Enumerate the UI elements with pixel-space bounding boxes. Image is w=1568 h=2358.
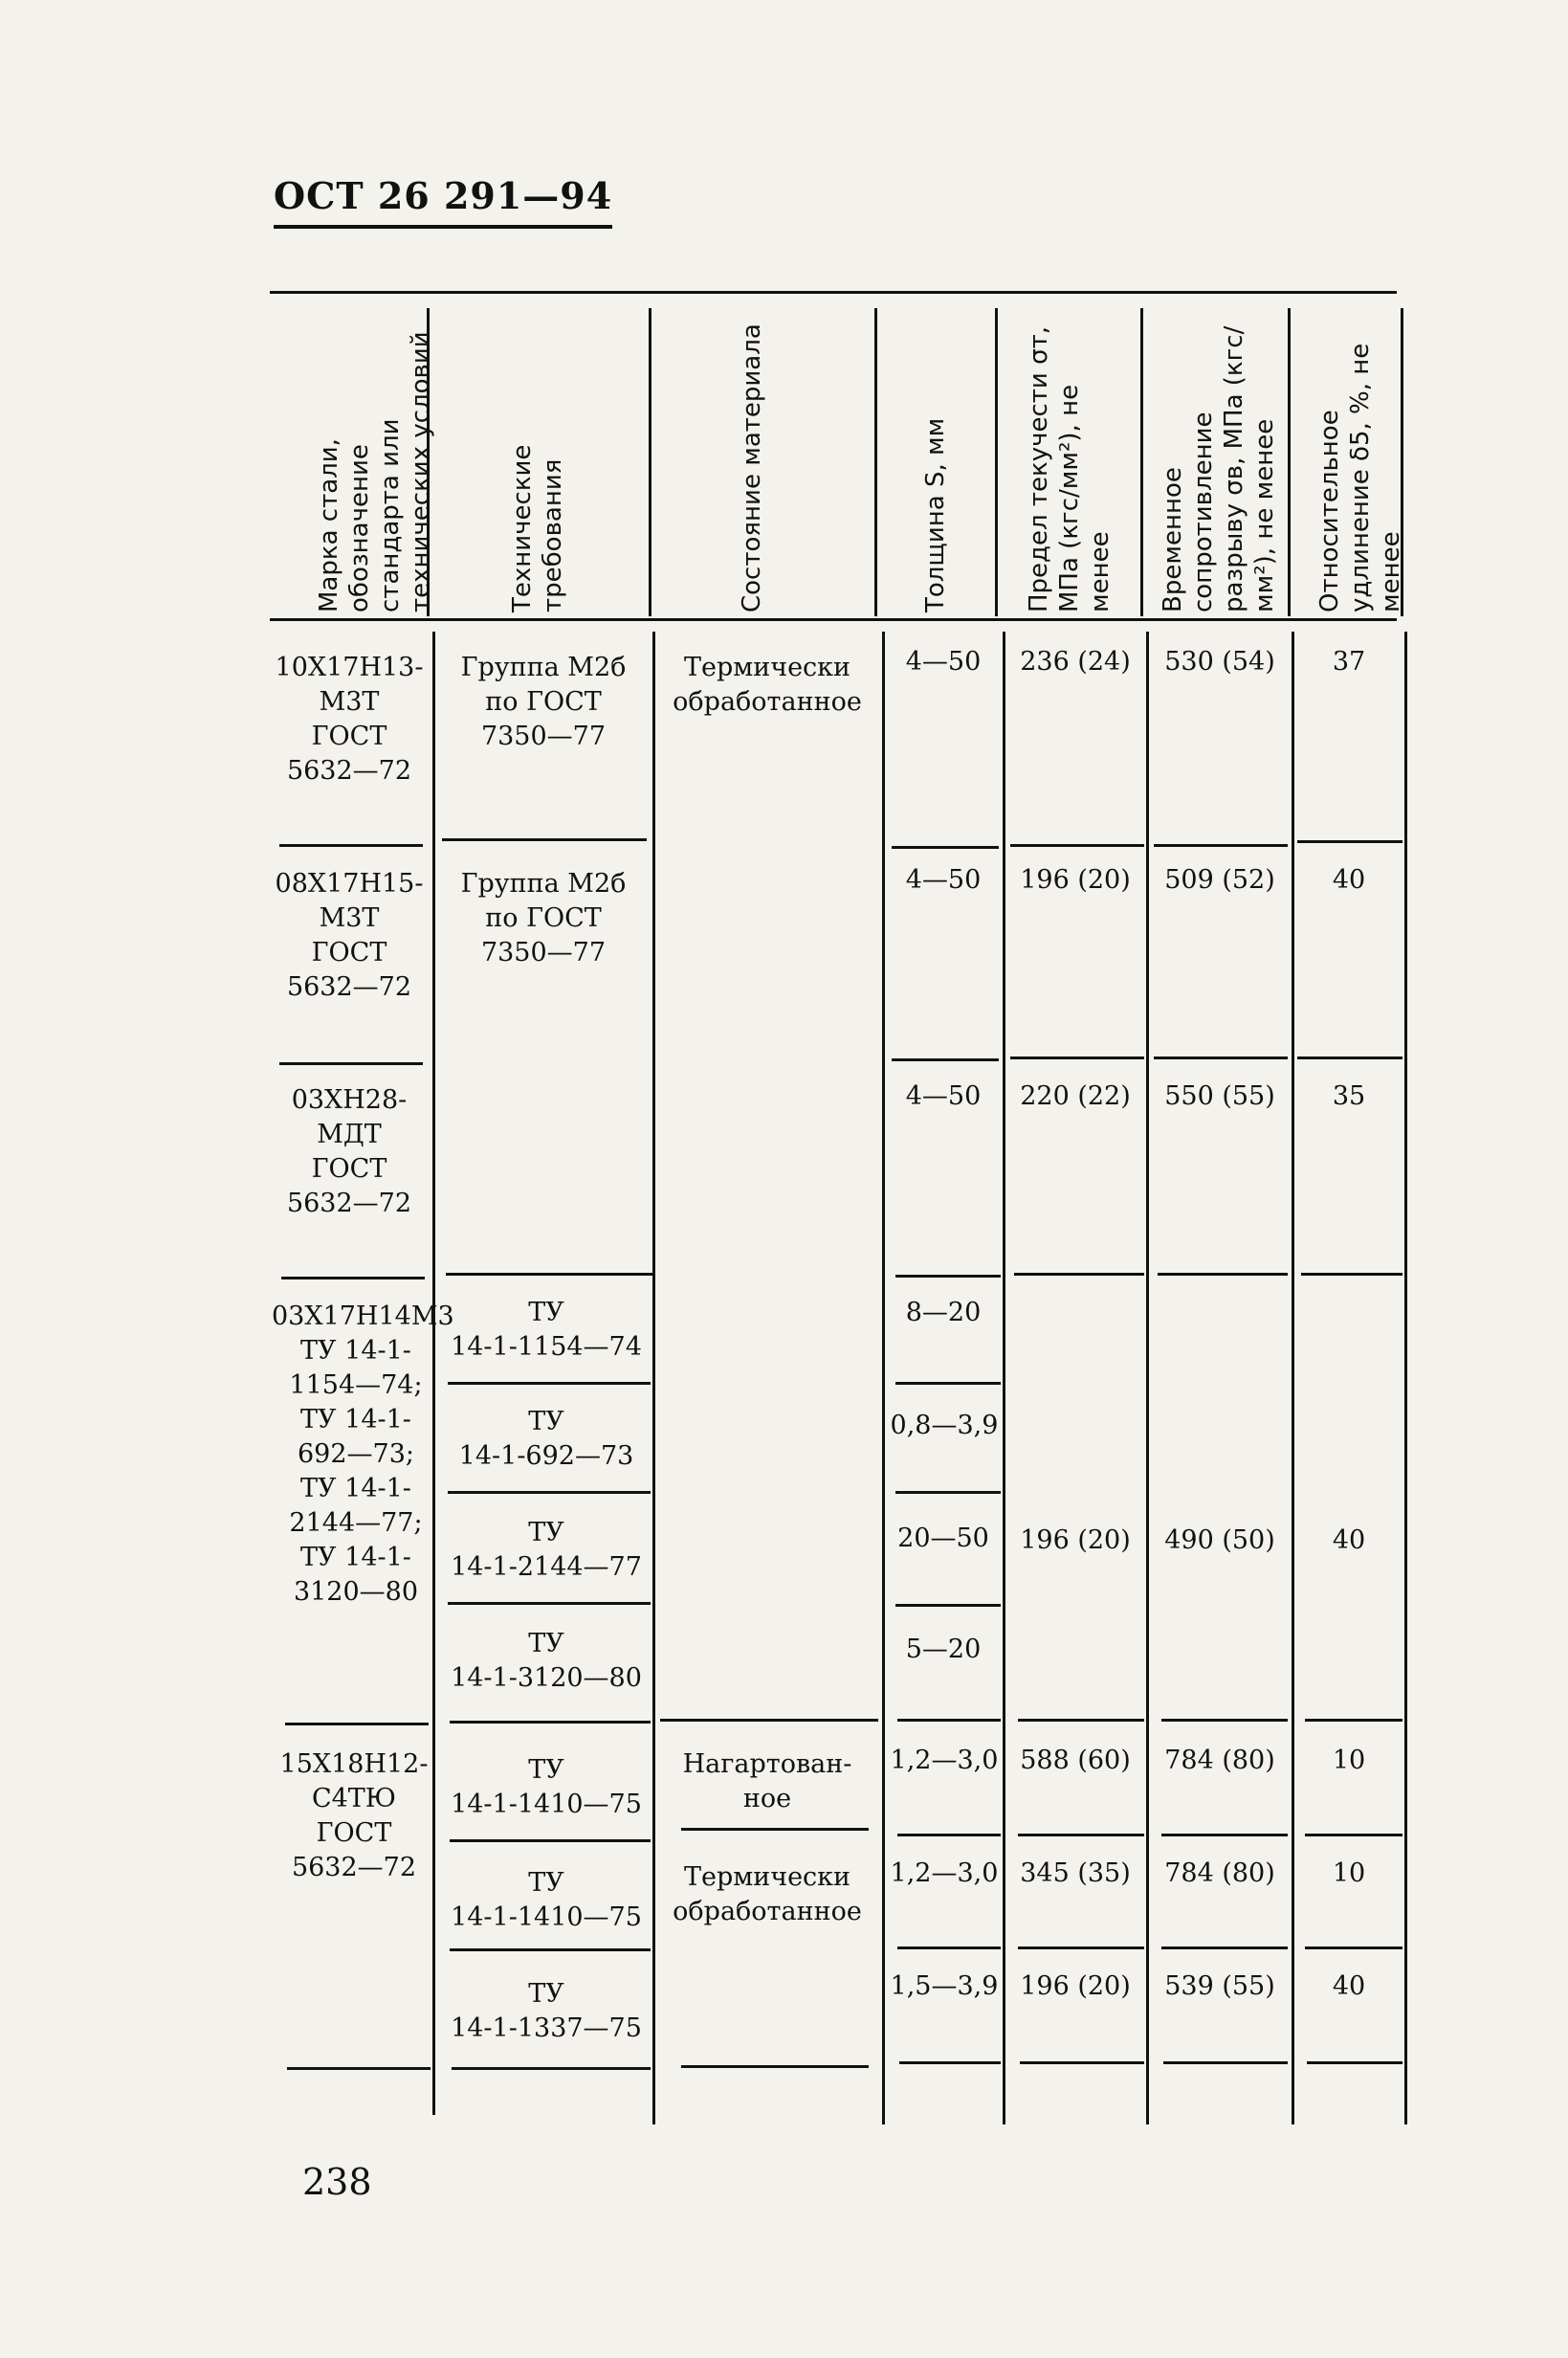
thickness-cell: 8—20 <box>905 1298 982 1327</box>
column-header-thickness: Толщина S, мм <box>921 417 950 612</box>
row-rule <box>1161 1719 1288 1722</box>
steel-grade-cell: 15Х18Н12- С4ТЮ ГОСТ 5632—72 <box>279 1749 429 1882</box>
elongation-cell: 35 <box>1332 1081 1366 1111</box>
tech-requirements-cell: ТУ 14-1-3120—80 <box>451 1629 642 1693</box>
row-rule <box>1014 1273 1144 1276</box>
steel-grade-cell: 03ХН28- МДТ ГОСТ 5632—72 <box>286 1085 412 1218</box>
steel-grade-cell: 10Х17Н13- М3Т ГОСТ 5632—72 <box>275 653 424 786</box>
material-state-cell: Термически обработанное <box>673 653 862 717</box>
row-rule <box>450 1721 651 1724</box>
row-rule <box>1154 844 1288 847</box>
tech-requirements-cell: ТУ 14-1-1154—74 <box>451 1298 642 1362</box>
thickness-cell: 1,2—3,0 <box>890 1858 999 1888</box>
thickness-cell: 4—50 <box>905 647 982 677</box>
row-rule <box>1018 1719 1144 1722</box>
body-divider <box>1404 632 1407 2124</box>
column-header-mark: Марка стали, обозначение стандарта или технических условий <box>315 331 435 612</box>
body-divider <box>1292 632 1294 2124</box>
tech-requirements-cell: ТУ 14-1-1337—75 <box>451 1979 642 2043</box>
body-divider <box>1146 632 1149 2124</box>
row-rule <box>660 1719 878 1722</box>
row-rule <box>1010 1057 1144 1059</box>
tensile-strength-cell: 550 (55) <box>1164 1081 1275 1111</box>
tech-requirements-cell: Группа М2б по ГОСТ 7350—77 <box>460 869 627 968</box>
row-rule <box>897 1719 1001 1722</box>
thickness-cell: 4—50 <box>905 1081 982 1111</box>
row-rule <box>450 1948 651 1951</box>
row-rule <box>1305 1834 1402 1836</box>
tech-requirements-cell: Группа М2б по ГОСТ 7350—77 <box>460 653 627 751</box>
row-rule <box>1297 1057 1402 1059</box>
table-bottom-rule <box>452 2067 651 2070</box>
thickness-cell: 5—20 <box>905 1635 982 1664</box>
row-rule <box>1018 1834 1144 1836</box>
yield-strength-cell: 196 (20) <box>1020 1525 1131 1555</box>
document-header: ОСТ 26 291—94 <box>274 174 612 229</box>
row-rule <box>448 1602 651 1605</box>
thickness-cell: 4—50 <box>905 865 982 895</box>
table-bottom-rule <box>681 2065 869 2068</box>
tensile-strength-cell: 509 (52) <box>1164 865 1275 895</box>
row-rule <box>279 844 423 847</box>
elongation-cell: 10 <box>1332 1746 1366 1775</box>
tensile-strength-cell: 784 (80) <box>1164 1858 1275 1888</box>
tensile-strength-cell: 539 (55) <box>1164 1971 1275 2001</box>
header-divider <box>995 308 998 616</box>
elongation-cell: 40 <box>1332 1525 1366 1555</box>
yield-strength-cell: 196 (20) <box>1020 865 1131 895</box>
row-rule <box>442 838 647 841</box>
header-divider <box>1288 308 1291 616</box>
tensile-strength-cell: 490 (50) <box>1164 1525 1275 1555</box>
row-rule <box>895 1491 1001 1494</box>
header-divider <box>1140 308 1143 616</box>
row-rule <box>895 1275 1001 1278</box>
tech-requirements-cell: ТУ 14-1-1410—75 <box>451 1755 642 1819</box>
tensile-strength-cell: 530 (54) <box>1164 647 1275 677</box>
row-rule <box>279 1062 423 1065</box>
column-header-strength: Временное сопротивление разрыву σв, МПа (кгс/мм²), не менее <box>1159 325 1279 612</box>
column-header-yield: Предел текучести σт, МПа (кгс/мм²), не менее <box>1025 326 1115 612</box>
yield-strength-cell: 196 (20) <box>1020 1971 1131 2001</box>
tech-requirements-cell: ТУ 14-1-692—73 <box>458 1407 634 1471</box>
yield-strength-cell: 345 (35) <box>1020 1858 1131 1888</box>
page-number: 238 <box>302 2161 372 2203</box>
row-rule <box>448 1491 651 1494</box>
row-rule <box>1301 1273 1402 1276</box>
thickness-cell: 1,5—3,9 <box>890 1971 999 2001</box>
steel-grade-cell: 03Х17Н14М3 ТУ 14-1- 1154—74; ТУ 14-1- 692—73; ТУ 14-1- 2144—77; ТУ 14-1- 3120—80 <box>272 1301 454 1607</box>
row-rule <box>448 1382 651 1385</box>
material-state-cell: Нагартован- ное <box>682 1749 852 1813</box>
row-rule <box>1305 1719 1402 1722</box>
row-rule <box>281 1277 425 1279</box>
row-rule <box>450 1839 651 1842</box>
row-rule <box>1161 1834 1288 1836</box>
row-rule <box>897 1834 1001 1836</box>
material-state-cell: Термически обработанное <box>673 1862 862 1926</box>
thickness-cell: 1,2—3,0 <box>890 1746 999 1775</box>
table-bottom-rule <box>1307 2061 1402 2064</box>
header-divider <box>874 308 877 616</box>
row-rule <box>897 1946 1001 1949</box>
thickness-cell: 20—50 <box>897 1524 989 1553</box>
table-bottom-rule <box>1163 2061 1288 2064</box>
elongation-cell: 40 <box>1332 1971 1366 2001</box>
header-bottom-rule <box>270 618 1397 621</box>
body-divider <box>882 632 885 2124</box>
thickness-cell: 0,8—3,9 <box>890 1411 999 1440</box>
row-rule <box>1010 844 1144 847</box>
column-header-elong: Относительное удлинение δ5, %, не менее <box>1315 343 1405 612</box>
row-rule <box>446 1273 652 1276</box>
tensile-strength-cell: 784 (80) <box>1164 1746 1275 1775</box>
table-top-rule <box>270 291 1397 294</box>
yield-strength-cell: 588 (60) <box>1020 1746 1131 1775</box>
header-divider <box>649 308 651 616</box>
table-bottom-rule <box>287 2067 431 2070</box>
row-rule <box>1161 1946 1288 1949</box>
tech-requirements-cell: ТУ 14-1-1410—75 <box>451 1868 642 1932</box>
row-rule <box>1018 1946 1144 1949</box>
tech-requirements-cell: ТУ 14-1-2144—77 <box>451 1518 642 1582</box>
row-rule <box>895 1604 1001 1607</box>
column-header-tech: Технические требования <box>508 444 567 612</box>
row-rule <box>892 1058 999 1061</box>
elongation-cell: 40 <box>1332 865 1366 895</box>
table-bottom-rule <box>1020 2061 1144 2064</box>
row-rule <box>1297 840 1402 843</box>
body-divider <box>652 632 655 2124</box>
body-divider <box>1003 632 1005 2124</box>
table-bottom-rule <box>899 2061 1001 2064</box>
row-rule <box>285 1723 429 1725</box>
steel-grade-cell: 08Х17Н15- М3Т ГОСТ 5632—72 <box>275 869 424 1002</box>
row-rule <box>1154 1057 1288 1059</box>
yield-strength-cell: 220 (22) <box>1020 1081 1131 1111</box>
row-rule <box>1305 1946 1402 1949</box>
yield-strength-cell: 236 (24) <box>1020 647 1131 677</box>
elongation-cell: 37 <box>1332 647 1366 677</box>
elongation-cell: 10 <box>1332 1858 1366 1888</box>
row-rule <box>1158 1273 1288 1276</box>
row-rule <box>895 1382 1001 1385</box>
row-rule <box>892 846 999 849</box>
row-rule <box>681 1828 869 1831</box>
column-header-state: Состояние материала <box>738 323 766 612</box>
